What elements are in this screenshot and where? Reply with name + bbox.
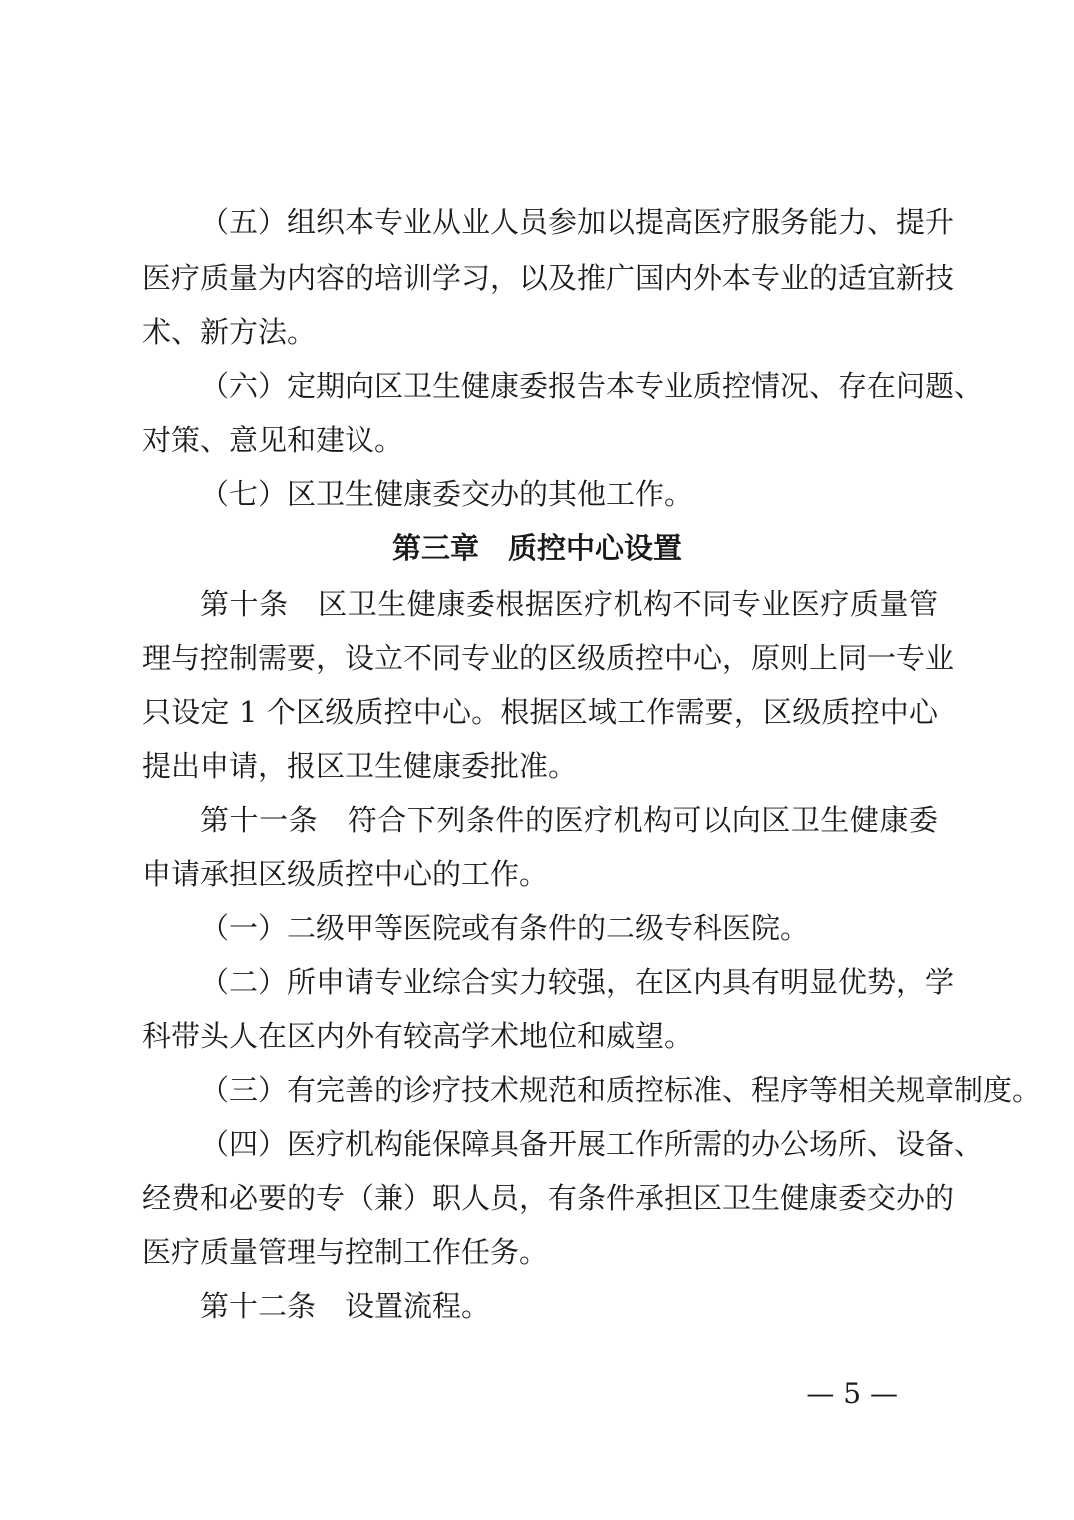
paragraph-6-line-1: （六）定期向区卫生健康委报告本专业质控情况、存在问题、 — [200, 369, 984, 403]
condition-1-line-1: （一）二级甲等医院或有条件的二级专科医院。 — [200, 911, 810, 945]
paragraph-6-line-2: 对策、意见和建议。 — [142, 423, 404, 457]
article-10-line-3: 只设定 1 个区级质控中心。根据区域工作需要，区级质控中心 — [142, 695, 938, 729]
chapter-heading: 第三章 质控中心设置 — [391, 531, 682, 565]
condition-2-line-1: （二）所申请专业综合实力较强，在区内具有明显优势，学 — [200, 965, 955, 999]
page-number: — 5 — — [806, 1377, 898, 1410]
article-10-line-1: 第十条 区卫生健康委根据医疗机构不同专业医疗质量管 — [200, 587, 938, 621]
paragraph-5-line-1: （五）组织本专业从业人员参加以提高医疗服务能力、提升 — [200, 205, 955, 239]
article-10-line-4: 提出申请，报区卫生健康委批准。 — [142, 749, 578, 783]
article-10-line-2: 理与控制需要，设立不同专业的区级质控中心，原则上同一专业 — [142, 641, 955, 675]
condition-3-line-1: （三）有完善的诊疗技术规范和质控标准、程序等相关规章制度。 — [200, 1073, 1042, 1107]
paragraph-5-line-2: 医疗质量为内容的培训学习，以及推广国内外本专业的适宜新技 — [142, 261, 955, 295]
article-11-line-2: 申请承担区级质控中心的工作。 — [142, 857, 549, 891]
condition-4-line-2: 经费和必要的专（兼）职人员，有条件承担区卫生健康委交办的 — [142, 1181, 955, 1215]
article-12-line-1: 第十二条 设置流程。 — [200, 1289, 491, 1323]
condition-2-line-2: 科带头人在区内外有较高学术地位和威望。 — [142, 1019, 694, 1053]
condition-4-line-3: 医疗质量管理与控制工作任务。 — [142, 1235, 549, 1269]
paragraph-5-line-3: 术、新方法。 — [142, 315, 317, 349]
article-11-line-1: 第十一条 符合下列条件的医疗机构可以向区卫生健康委 — [200, 803, 938, 837]
condition-4-line-1: （四）医疗机构能保障具备开展工作所需的办公场所、设备、 — [200, 1127, 984, 1161]
paragraph-7-line-1: （七）区卫生健康委交办的其他工作。 — [200, 477, 694, 511]
